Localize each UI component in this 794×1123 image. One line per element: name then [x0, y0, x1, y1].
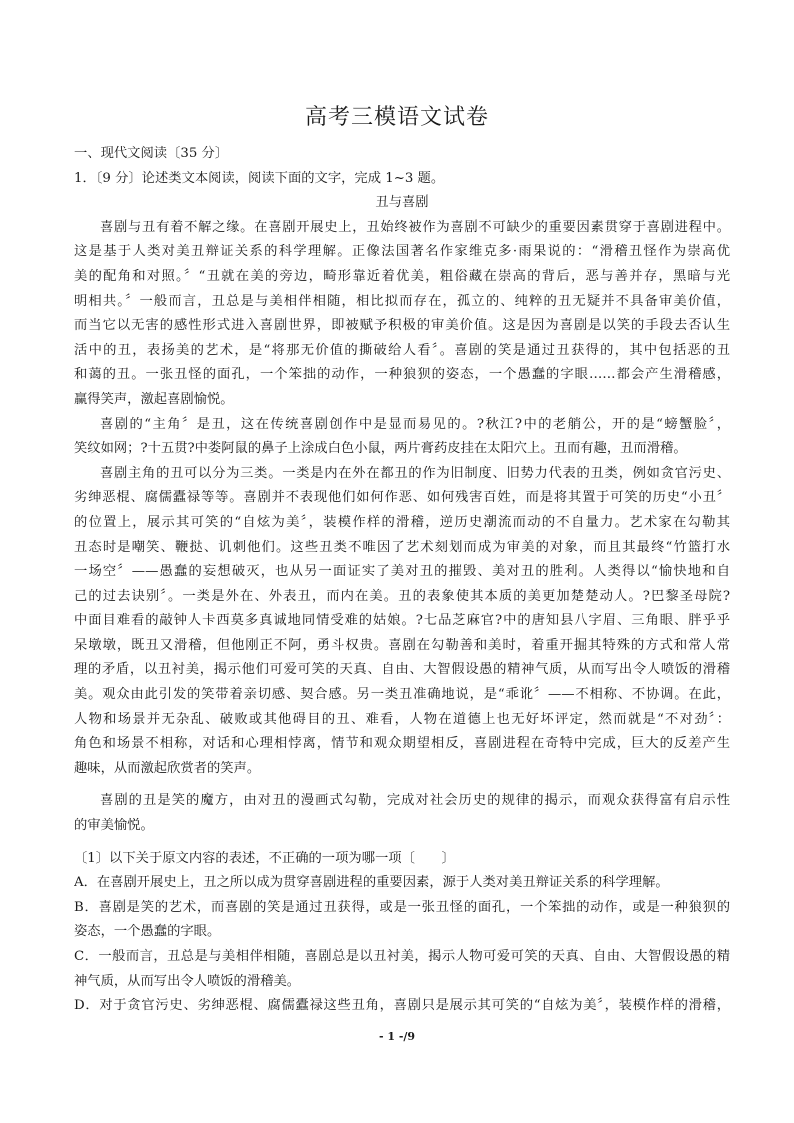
text-line: 活中的丑，表扬美的艺术，是“将那无价值的撕破给人看〞。喜剧的笑是通过丑获得的，其中包括恶的丑 — [74, 342, 730, 358]
text-line: 这是基于人类对美丑辩证关系的科学理解。正像法国著名作家维克多·雨果说的：“滑稽丑怪作为崇高优 — [74, 244, 730, 260]
text-line: 而当它以无害的感性形式进入喜剧世界，即被赋予积极的审美价值。这是因为喜剧是以笑的手段去否认生 — [74, 318, 730, 334]
text-line: 己的过去诀别〞。一类是外在、外表丑，而内在美。丑的表象使其本质的美更加楚楚动人。?巴黎圣母院? — [74, 588, 730, 604]
text-line: 喜剧的丑是笑的魔方，由对丑的漫画式勾勒，完成对社会历史的规律的揭示，而观众获得富有启示性 — [100, 793, 730, 809]
text-line: 赢得笑声，激起喜剧愉悦。 — [74, 391, 234, 407]
paragraph-4 — [74, 789, 730, 838]
text-line: 一场空〞——愚蠢的妄想破灭，也从另一面证实了美对丑的摧毁、美对丑的胜利。人类得以“愉快地和自 — [74, 564, 730, 580]
text-line: 神气质，从而写出令人喷饭的滑稽美。 — [74, 973, 301, 989]
text-line: 角色和场景不相称，对话和心理相悖离，情节和观众期望相反，喜剧进程在奇特中完成，巨大的反差产生 — [74, 736, 730, 752]
paragraph-2 — [74, 413, 730, 462]
essay-title: 丑与喜剧 — [375, 195, 429, 211]
page-number: - 1 -/9 — [378, 1030, 416, 1043]
option-b — [74, 896, 730, 945]
text-line: 理的矛盾，以丑衬美，揭示他们可爱可笑的天真、自由、大智假设愚的精神气质，从而写出令人喷饭的滑稽 — [74, 662, 730, 678]
sub-question: 〔1〕以下关于原文内容的表述，不正确的一项为哪一项〔 〕 — [74, 850, 455, 866]
page-title: 高考三模语文试卷 — [304, 105, 489, 130]
text-line: 丑态时是嘲笑、鞭挞、讥刺他们。这些丑类不唯因了艺术刻划而成为审美的对象，而且其最终“竹篮打水 — [74, 539, 730, 555]
text-line: 人物和场景并无杂乱、破败或其他碍目的丑、难看，人物在道德上也无好坏评定，然而就是“不对劲〞： — [74, 711, 730, 727]
text-line: 呆墩墩，既丑又滑稽，但他刚正不阿，勇斗权贵。喜剧在勾勒善和美时，着重开掘其特殊的方式和常人常 — [74, 637, 730, 653]
option-d: D．对于贪官污史、劣绅恶棍、腐儒蠹禄这些丑角，喜剧只是展示其可笑的“自炫为美〞，装模作样的滑稽， — [74, 998, 730, 1014]
text-line: 劣绅恶棍、腐儒蠹禄等等。喜剧并不表现他们如何作恶、如何残害百姓，而是将其置于可笑的历史“小丑〞 — [74, 490, 730, 506]
option-a: A．在喜剧开展史上，丑之所以成为贯穿喜剧进程的重要因素，源于人类对美丑辩证关系的科学理解。 — [74, 875, 669, 891]
text-line: 美。观众由此引发的笑带着亲切感、契合感。另一类丑准确地说，是“乖讹〞——不相称、不协调。在此， — [74, 687, 730, 703]
text-line: B．喜剧是笑的艺术，而喜剧的笑是通过丑获得，或是一张丑怪的面孔，一个笨拙的动作，或是一种狼狈的 — [74, 899, 730, 915]
text-line: 笑纹如网；?十五贯?中娄阿鼠的鼻子上涂成白色小鼠，两片膏药皮挂在太阳穴上。丑而有趣，丑而滑稽。 — [74, 441, 687, 457]
text-line: 美的配角和对照。〞“丑就在美的旁边，畸形靠近着优美，粗俗藏在崇高的背后，恶与善并存，黑暗与光 — [74, 268, 730, 284]
text-line: 喜剧与丑有着不解之缘。在喜剧开展史上，丑始终被作为喜剧不可缺少的重要因素贯穿于喜剧进程中。 — [100, 219, 730, 235]
text-line: 的位置上，展示其可笑的“自炫为美〞，装模作样的滑稽，逆历史潮流而动的不自量力。艺术家在勾勒其 — [74, 514, 730, 530]
question-heading: 1．〔9 分〕论述类文本阅读，阅读下面的文字，完成 1~3 题。 — [74, 170, 445, 186]
text-line: 趣味，从而激起欣赏者的笑声。 — [74, 760, 261, 776]
option-c — [74, 945, 730, 994]
text-line: 姿态，一个愚蠢的字眼。 — [74, 924, 221, 940]
page-content — [74, 142, 730, 1019]
text-line: 喜剧的“主角〞是丑，这在传统喜剧创作中是显而易见的。?秋江?中的老艄公，开的是“螃蟹脸〞， — [100, 416, 730, 432]
text-line: 和蔼的丑。一张丑怪的面孔，一个笨拙的动作，一种狼狈的姿态，一个愚蠢的字眼……都会产生滑稽感， — [74, 367, 730, 383]
text-line: C．一般而言，丑总是与美相伴相随，喜剧总是以丑衬美，揭示人物可爱可笑的天真、自由、大智假设愚的精 — [74, 949, 730, 964]
section-heading: 一、现代文阅读〔35 分〕 — [74, 146, 229, 161]
text-line: 喜剧主角的丑可以分为三类。一类是内在外在都丑的作为旧制度、旧势力代表的丑类，例如贪官污史、 — [100, 465, 730, 481]
paragraph-1 — [74, 216, 730, 413]
text-line: 的审美愉悦。 — [74, 818, 154, 834]
text-line: 中面目难看的敲钟人卡西莫多真诚地同情受难的姑娘。?七品芝麻官?中的唐知县八字眉、三角眼、胖乎乎 — [74, 613, 730, 629]
text-line: 明相共。〞一般而言，丑总是与美相伴相随，相比拟而存在，孤立的、纯粹的丑无疑并不具备审美价值， — [74, 293, 730, 309]
paragraph-3 — [74, 462, 730, 782]
